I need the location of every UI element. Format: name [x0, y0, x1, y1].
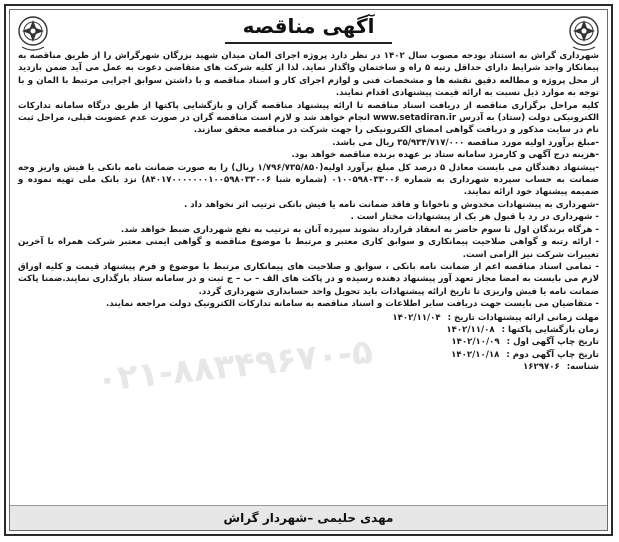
date-value: ۱۴۰۲/۱۱/۰۸ — [446, 324, 495, 335]
date-row-deadline — [18, 312, 599, 324]
date-label: تاریخ چاپ آگهی دوم : — [506, 349, 599, 360]
date-value: ۱۴۰۲/۱۰/۰۹ — [451, 337, 500, 348]
notice-title: آگهی مناقصه — [225, 12, 393, 44]
date-row-second-print — [18, 349, 599, 361]
date-value: ۱۶۲۹۷۰۶ — [522, 362, 560, 373]
notice-item: - ارائه رتبه و گواهی صلاحیت پیمانکاری و سوابق کاری معتبر و مرتبط با موضوع مناقصه و گواهی ایمنی معتبر شرکت همراه با آخرین تغییرات شرکت نیز الزامی است. — [18, 237, 599, 260]
notice-intro: شهرداری گراش به استناد بودجه مصوب سال ۱۴۰۲ در نظر دارد پروژه اجرای المان میدان شهید بزرگان شهرگراش را از طریق مناقصه به پیمانکار واجد شرایط دارای حداقل رتبه ۵ راه و ساختمان واگذار نماید. لذا از کلیه شرکت های متقاضی دعوت به عمل می آید ضمن بازدید از محل پروژه و مطالعه دقیق نقشه ها و مشخصات فنی و لوازم اجرای کار و اسناد مناقصه و با داشتن سوابق اجرایی مرتبط با المان و با توجه به موارد ذیل نسبت به ارائه قیمت پیشنهادی اقدام نمایند. — [18, 51, 599, 99]
notice-item: - شهرداری در رد یا قبول هر یک از پیشنهادات مختار است . — [350, 212, 599, 223]
date-label: شناسه: — [566, 362, 599, 373]
notice-item: -مبلغ برآورد اولیه مورد مناقصه ۳۵/۹۳۴/۷۱۷/۰۰۰ ریال می باشد. — [332, 137, 599, 148]
date-value: ۱۴۰۲/۱۰/۱۸ — [451, 349, 500, 360]
date-row-opening — [18, 324, 599, 336]
tender-notice — [4, 4, 613, 536]
notice-dates — [18, 312, 599, 374]
date-row-id — [18, 361, 599, 373]
notice-item: - هرگاه برندگان اول تا سوم حاضر به انعقاد قرارداد نشوند سپرده آنان به ترتیب به نفع شهرداری ضبط خواهد شد. — [120, 224, 599, 235]
date-label: زمان بازگشایی پاکتها : — [501, 324, 599, 335]
notice-item: -شهرداری به پیشنهادات مخدوش و ناخوانا و فاقد ضمانت نامه یا فیش بانکی ترتیب اثر نخواهد داد . — [184, 199, 599, 210]
date-label: مهلت زمانی ارائه پیشنهادات تاریخ : — [447, 312, 599, 323]
notice-item: - تمامی اسناد مناقصه اعم از ضمانت نامه بانکی ، سوابق و صلاحیت های پیمانکاری مرتبط با موضوع و فرم پیشنهاد قیمت و کلیه اوراق لازم می بایست به امضا مجاز تعهد آور پیشنهاد دهنده رسیده و در پاکت های الف – ب – ج ثبت و در سامانه ستاد بارگذاری نمایند.ضمنا پاکت ضمانت نامه یا فیش واریزی تا تاریخ ارائه پیشنهادات باید تحویل واحد حسابداری شهرداری گردد. — [18, 261, 599, 297]
date-row-first-print — [18, 336, 599, 348]
notice-item: -هزینه درج آگهی و کارمزد سامانه ستاد بر عهده برنده مناقصه خواهد بود. — [291, 150, 599, 161]
date-label: تاریخ چاپ آگهی اول : — [506, 337, 599, 348]
notice-body — [18, 50, 599, 374]
title-wrap — [6, 12, 611, 44]
notice-item: کلیه مراحل برگزاری مناقصه از دریافت اسناد مناقصه تا ارائه پیشنهاد مناقصه گران و بازگشایی پاکتها از طریق درگاه سامانه تدارکات الکترونیکی دولت (ستاد) به آدرس www.setadiran.ir انجام خواهد شد و لازم است مناقصه گران در صورت عدم عضویت قبلی، مراحل ثبت نام در سایت مذکور و دریافت گواهی امضای الکترونیکی را جهت شرکت در مناقصه محقق سازند. — [18, 100, 599, 136]
notice-item: -پیشنهاد دهندگان می بایست معادل ۵ درصد کل مبلغ برآورد اولیه(۱/۷۹۶/۷۳۵/۸۵۰ ریال) را به صورت ضمانت نامه بانکی یا فیش واریز وجه ضمانت به حساب سپرده شهرداری به شماره ۰۱۰۰۵۹۸۰۳۳۰۰۶ (شماره شبا ۸۴۰۱۷۰۰۰۰۰۰۰۱۰۰۵۹۸۰۳۳۰۰۶) نزد بانک ملی تهیه نموده و ضمیمه پیشنهاد خود ارائه نمایند. — [18, 162, 600, 198]
phone-watermark: ۰۲۱-۸۸۳۴۹۶۷۰-۵ — [94, 331, 375, 401]
notice-item: - متقاضیان می بایست جهت دریافت سایر اطلاعات و اسناد مناقصه به سامانه تدارکات الکترونیک دولت مراجعه نمایند. — [106, 299, 599, 310]
date-value: ۱۴۰۲/۱۱/۰۴ — [392, 312, 441, 323]
signature-footer: مهدی حلیمی –شهردار گراش — [10, 505, 607, 530]
